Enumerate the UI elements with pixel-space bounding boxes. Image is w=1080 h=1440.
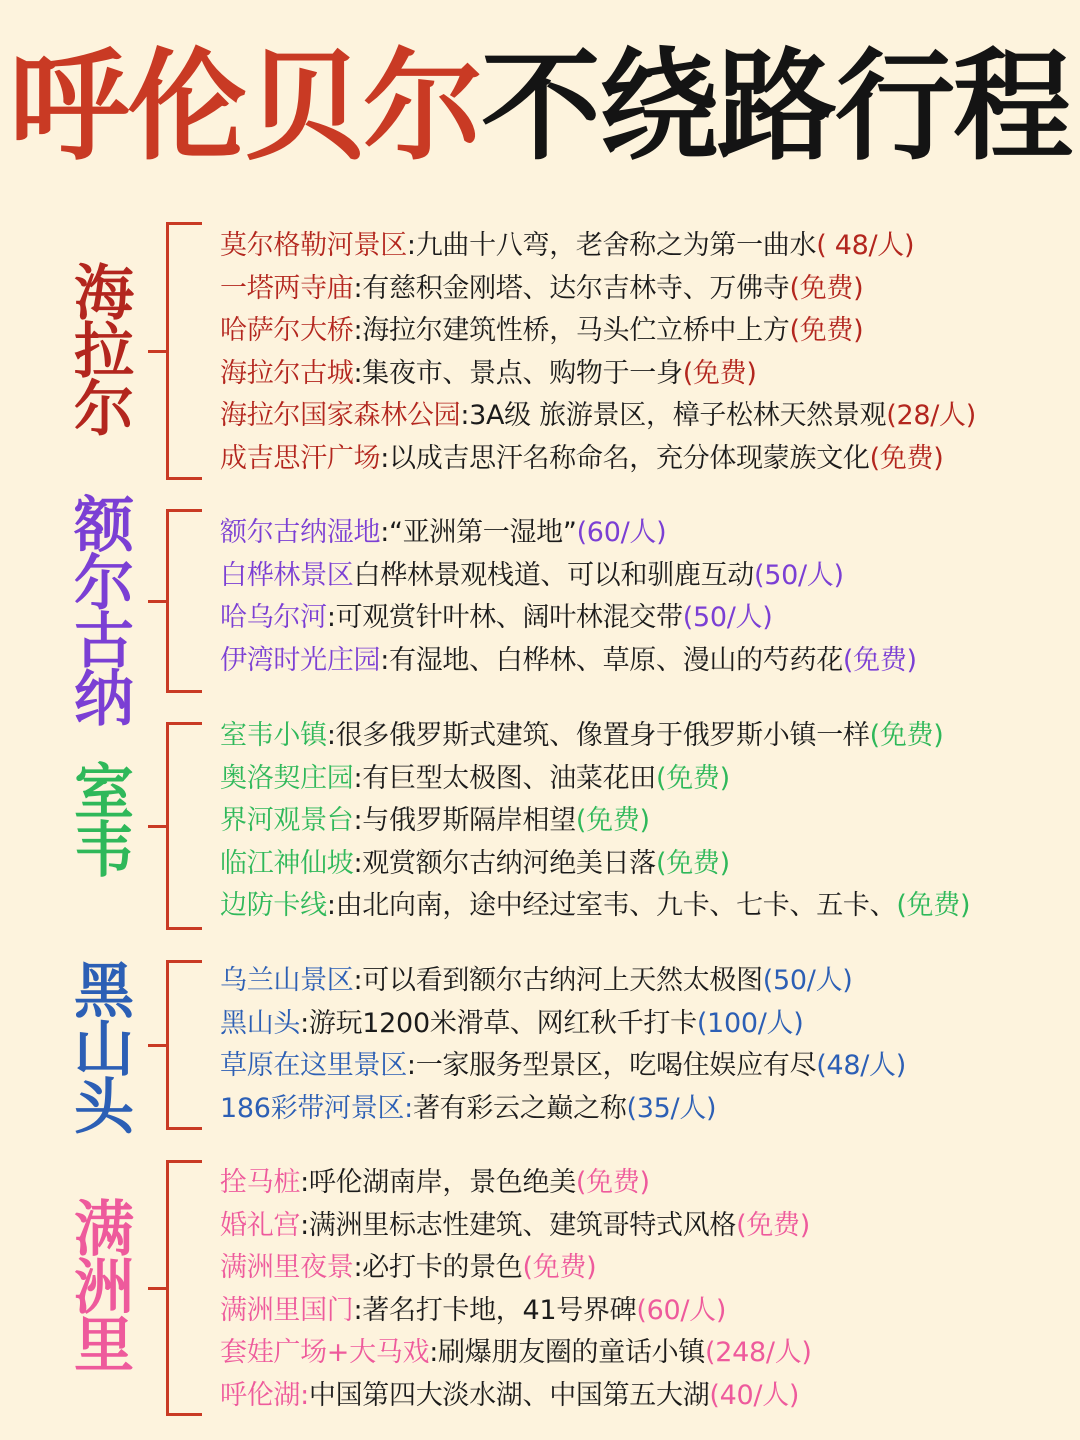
- region-char: 纳: [74, 665, 134, 735]
- attraction-item: [220, 1290, 1080, 1333]
- attraction-name: 满洲里夜景: [220, 1252, 354, 1284]
- attraction-name: 室韦小镇: [220, 720, 327, 751]
- bracket-line: [166, 722, 202, 930]
- attraction-name: 哈萨尔大桥: [220, 315, 354, 347]
- bracket-tick: [148, 350, 168, 353]
- attraction-list: [220, 512, 1080, 682]
- attraction-name: 莫尔格勒河景区: [220, 230, 407, 261]
- region-char: 室: [74, 758, 134, 828]
- attraction-price: (免费): [575, 1167, 650, 1198]
- region-char: 洲: [74, 1253, 134, 1323]
- attraction-item: [220, 715, 1080, 758]
- attraction-desc: :由北向南，途中经过室韦、九卡、七卡、五卡、: [326, 890, 897, 922]
- attraction-item: [220, 800, 1080, 843]
- attraction-desc: :有湿地、白桦林、草原、漫山的芍药花: [380, 644, 843, 676]
- attraction-desc: :必打卡的景色: [353, 1252, 523, 1284]
- attraction-name: 哈乌尔河: [220, 602, 327, 634]
- attraction-name: 黑山头: [220, 1007, 301, 1039]
- page-title: [0, 38, 1080, 178]
- bracket-tick: [148, 600, 168, 603]
- attraction-desc: :集夜市、景点、购物于一身: [353, 357, 683, 389]
- bracket-line: [166, 509, 202, 693]
- attraction-price: (50/人): [754, 559, 844, 591]
- attraction-item: [220, 268, 1080, 311]
- attraction-name: 186彩带河景区:: [220, 1092, 413, 1124]
- region-char: 山: [74, 1015, 134, 1085]
- attraction-name: 界河观景台: [220, 805, 354, 837]
- attraction-price: (免费): [842, 644, 917, 676]
- attraction-price: (60/人): [636, 1294, 727, 1326]
- bracket-tick: [148, 825, 168, 828]
- attraction-name: 边防卡线: [220, 890, 327, 922]
- attraction-desc: :海拉尔建筑性桥，马头伫立桥中上方: [353, 315, 790, 347]
- attraction-item: [220, 597, 1080, 640]
- attraction-item: [220, 758, 1080, 801]
- attraction-desc: :3A级 旅游景区，樟子松林天然景观: [460, 400, 887, 432]
- attraction-item: [220, 960, 1080, 1003]
- attraction-name: 白桦林景区: [220, 559, 354, 591]
- attraction-item: [220, 1003, 1080, 1046]
- attraction-price: (35/人): [626, 1092, 717, 1124]
- region-char: 韦: [74, 816, 134, 886]
- attraction-list: [220, 225, 1080, 481]
- region-label: [66, 758, 142, 886]
- attraction-desc: 著有彩云之巅之称: [412, 1092, 627, 1124]
- attraction-desc: 白桦林景观栈道、可以和驯鹿互动: [353, 559, 754, 591]
- attraction-price: (50/人): [762, 965, 853, 996]
- region-char: 尔: [74, 375, 134, 445]
- attraction-item: [220, 1205, 1080, 1248]
- attraction-price: ( 48/人): [816, 230, 915, 261]
- attraction-name: 套娃广场+大马戏: [220, 1337, 430, 1369]
- region-label: [66, 491, 142, 735]
- attraction-item: [220, 1375, 1080, 1418]
- attraction-desc: :呼伦湖南岸，景色绝美: [300, 1167, 576, 1198]
- region-char: 拉: [74, 317, 134, 387]
- bracket-tick: [148, 1287, 168, 1290]
- attraction-name: 伊湾时光庄园: [220, 644, 381, 676]
- attraction-price: (免费): [869, 720, 944, 751]
- attraction-item: [220, 1045, 1080, 1088]
- attraction-price: (60/人): [576, 517, 667, 548]
- attraction-desc: :与俄罗斯隔岸相望: [353, 805, 576, 837]
- attraction-desc: :有巨型太极图、油菜花田: [353, 762, 656, 794]
- attraction-list: [220, 715, 1080, 928]
- attraction-name: 一塔两寺庙: [220, 272, 354, 304]
- attraction-price: (免费): [789, 315, 864, 347]
- region-char: 古: [74, 607, 134, 677]
- attraction-name: 满洲里国门: [220, 1294, 354, 1326]
- region-char: 额: [74, 491, 134, 561]
- attraction-desc: :九曲十八弯，老舍称之为第一曲水: [406, 230, 817, 261]
- region-label: [66, 1195, 142, 1381]
- attraction-name: 乌兰山景区: [220, 965, 354, 996]
- attraction-price: (48/人): [816, 1050, 906, 1082]
- attraction-item: [220, 885, 1080, 928]
- attraction-price: (免费): [789, 272, 864, 304]
- attraction-desc: :以成吉思汗名称命名，充分体现蒙族文化: [380, 442, 870, 474]
- attraction-price: (248/人): [705, 1337, 812, 1369]
- attraction-item: [220, 1247, 1080, 1290]
- attraction-item: [220, 843, 1080, 886]
- attraction-price: (40/人): [709, 1379, 800, 1411]
- attraction-name: 海拉尔古城: [220, 357, 354, 389]
- attraction-item: [220, 395, 1080, 438]
- attraction-item: [220, 353, 1080, 396]
- attraction-name: 海拉尔国家森林公园: [220, 400, 461, 432]
- region-char: 海: [74, 259, 134, 329]
- attraction-desc: :很多俄罗斯式建筑、像置身于俄罗斯小镇一样: [326, 720, 870, 751]
- attraction-name: 奥洛契庄园: [220, 762, 354, 794]
- region-char: 里: [74, 1311, 134, 1381]
- attraction-desc: :一家服务型景区，吃喝住娱应有尽: [406, 1050, 817, 1082]
- attraction-desc: :可以看到额尔古纳河上天然太极图: [353, 965, 763, 996]
- region-char: 满: [74, 1195, 134, 1265]
- attraction-desc: :有慈积金刚塔、达尔吉林寺、万佛寺: [353, 272, 790, 304]
- attraction-name: 成吉思汗广场: [220, 442, 381, 474]
- bracket-line: [166, 960, 202, 1130]
- region-label: [66, 259, 142, 445]
- attraction-desc: :游玩1200米滑草、网红秋千打卡: [300, 1007, 697, 1039]
- attraction-price: (免费): [682, 357, 757, 389]
- attraction-name: 婚礼宫: [220, 1209, 301, 1241]
- attraction-desc: :刷爆朋友圈的童话小镇: [429, 1337, 706, 1369]
- attraction-name: 呼伦湖:: [220, 1379, 309, 1411]
- attraction-item: [220, 1332, 1080, 1375]
- region-char: 尔: [74, 549, 134, 619]
- bracket-line: [166, 1160, 202, 1416]
- attraction-desc: :可观赏针叶林、阔叶林混交带: [326, 602, 683, 634]
- title-highlight: 呼伦贝尔: [9, 38, 481, 177]
- region-char: 黑: [74, 957, 134, 1027]
- attraction-price: (50/人): [682, 602, 773, 634]
- attraction-item: [220, 310, 1080, 353]
- attraction-item: [220, 640, 1080, 683]
- attraction-name: 拴马桩: [220, 1167, 301, 1198]
- attraction-desc: :著名打卡地，41号界碑: [353, 1294, 637, 1326]
- bracket-tick: [148, 1044, 168, 1047]
- attraction-name: 草原在这里景区: [220, 1050, 407, 1082]
- attraction-price: (免费): [522, 1252, 597, 1284]
- region-label: [66, 957, 142, 1143]
- attraction-name: 额尔古纳湿地: [220, 517, 381, 548]
- attraction-price: (免费): [736, 1209, 810, 1241]
- attraction-item: [220, 225, 1080, 268]
- attraction-list: [220, 1162, 1080, 1418]
- attraction-list: [220, 960, 1080, 1130]
- attraction-price: (免费): [575, 805, 650, 837]
- attraction-desc: :“亚洲第一湿地”: [380, 517, 577, 548]
- attraction-name: 临江神仙坡: [220, 847, 354, 879]
- bracket-line: [166, 222, 202, 480]
- attraction-price: (28/人): [886, 400, 976, 432]
- attraction-desc: 中国第四大淡水湖、中国第五大湖: [308, 1379, 710, 1411]
- attraction-price: (免费): [869, 442, 944, 474]
- attraction-item: [220, 1088, 1080, 1131]
- title-rest: 不绕路行程: [481, 38, 1071, 177]
- region-char: 头: [74, 1073, 134, 1143]
- attraction-item: [220, 555, 1080, 598]
- attraction-price: (免费): [656, 847, 730, 879]
- attraction-price: (免费): [896, 890, 971, 922]
- attraction-item: [220, 438, 1080, 481]
- attraction-item: [220, 1162, 1080, 1205]
- attraction-price: (100/人): [696, 1007, 804, 1039]
- attraction-price: (免费): [656, 762, 730, 794]
- attraction-desc: :满洲里标志性建筑、建筑哥特式风格: [300, 1209, 737, 1241]
- attraction-desc: :观赏额尔古纳河绝美日落: [353, 847, 656, 879]
- attraction-item: [220, 512, 1080, 555]
